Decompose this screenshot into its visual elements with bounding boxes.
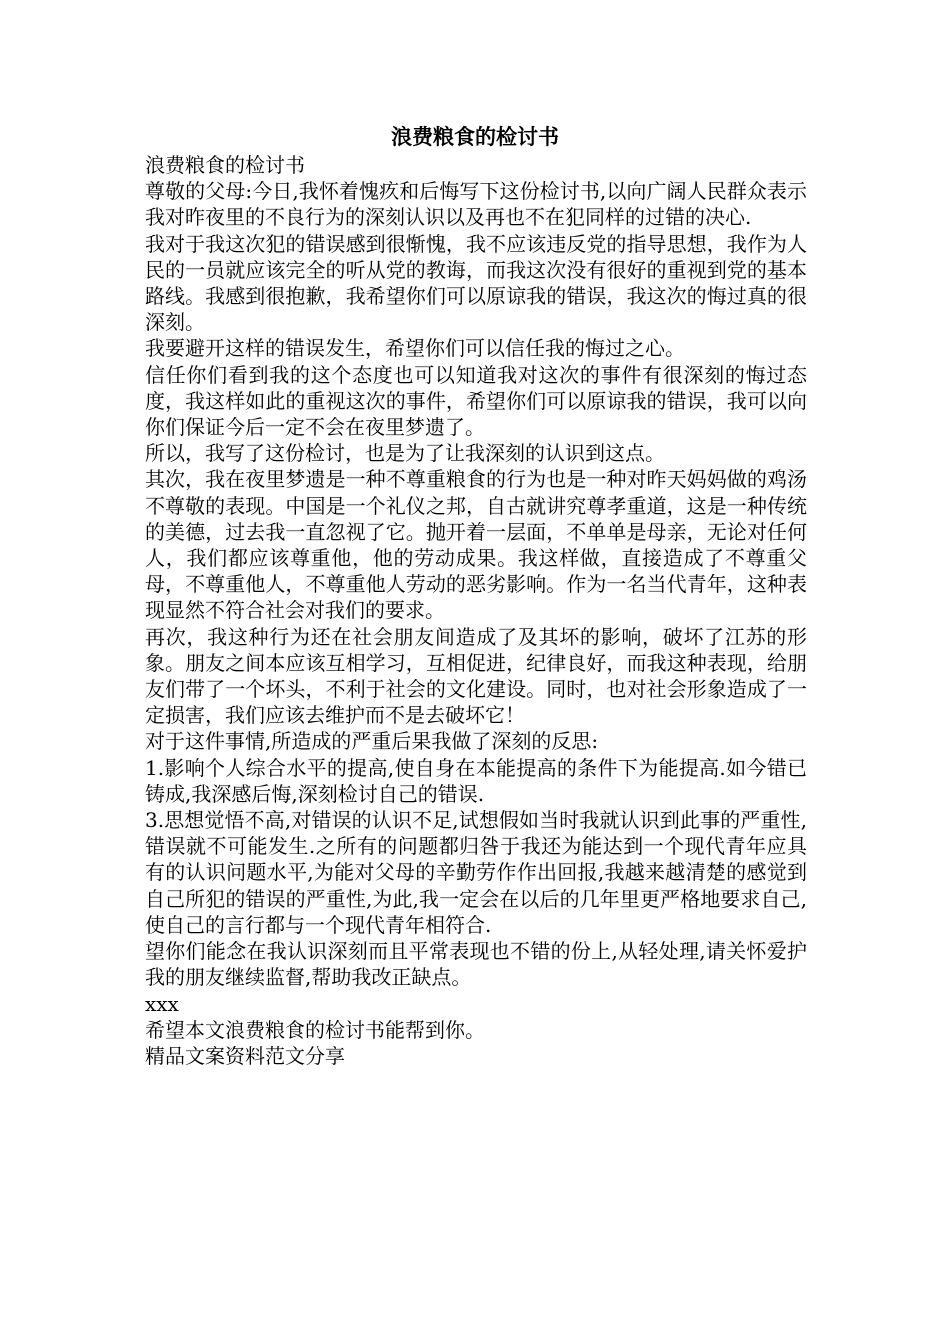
paragraph: 其次，我在夜里梦遗是一种不尊重粮食的行为也是一种对昨天妈妈做的鸡汤不尊敬的表现。中国是一个礼仪之邦，自古就讲究尊孝重道，这是一种传统的美德，过去我一直忽视了它。抛开着一层面，不单单是母亲，无论对任何人，我们都应该尊重他，他的劳动成果。我这样做，直接造成了不尊重父母，不尊重他人，不尊重他人劳动的恶劣影响。作为一名当代青年，这种表现显然不符合社会对我们的要求。 (145, 467, 807, 623)
paragraph: 我对于我这次犯的错误感到很惭愧，我不应该违反党的指导思想，我作为人民的一员就应该完全的听从党的教诲，而我这次没有很好的重视到党的基本路线。我感到很抱歉，我希望你们可以原谅我的错误，我这次的悔过真的很深刻。 (145, 231, 807, 335)
paragraph: 望你们能念在我认识深刻而且平常表现也不错的份上,从轻处理,请关怀爱护我的朋友继续监督,帮助我改正缺点。 (145, 939, 807, 990)
list-item: 1.影响个人综合水平的提高,使自身在本能提高的条件下为能提高.如今错已铸成,我深感后悔,深刻检讨自己的错误. (145, 755, 807, 806)
paragraph: 对于这件事情,所造成的严重后果我做了深刻的反思: (145, 729, 599, 754)
paragraph: 我要避开这样的错误发生，希望你们可以信任我的悔过之心。 (145, 336, 685, 361)
paragraph: 所以，我写了这份检讨，也是为了让我深刻的认识到这点。 (145, 441, 665, 466)
signature: xxx (145, 991, 179, 1016)
document-title: 浪费粮食的检讨书 (391, 125, 559, 149)
document-body (145, 152, 807, 1069)
paragraph: 再次，我这种行为还在社会朋友间造成了及其坏的影响，破坏了江苏的形象。朋友之间本应该互相学习，互相促进，纪律良好，而我这种表现，给朋友们带了一个坏头，不利于社会的文化建设。同时，也对社会形象造成了一定损害，我们应该去维护而不是去破坏它！ (145, 624, 807, 728)
paragraph-heading-repeat: 浪费粮食的检讨书 (145, 153, 305, 177)
closing-note: 希望本文浪费粮食的检讨书能帮到你。 (145, 1017, 485, 1042)
paragraph-salutation: 尊敬的父母:今日,我怀着愧疚和后悔写下这份检讨书,以向广阔人民群众表示我对昨夜里的不良行为的深刻认识以及再也不在犯同样的过错的决心. (145, 179, 807, 230)
footer-note: 精品文案资料范文分享 (145, 1043, 345, 1068)
list-item: 3.思想觉悟不高,对错误的认识不足,试想假如当时我就认识到此事的严重性,错误就不可能发生.之所有的问题都归咎于我还为能达到一个现代青年应具有的认识问题水平,为能对父母的辛勤劳作作出回报,我越来越清楚的感觉到自己所犯的错误的严重性,为此,我一定会在以后的几年里更严格地要求自己,使自己的言行都与一个现代青年相符合. (145, 808, 807, 937)
paragraph: 信任你们看到我的这个态度也可以知道我对这次的事件有很深刻的悔过态度，我这样如此的重视这次的事件，希望你们可以原谅我的错误，我可以向你们保证今后一定不会在夜里梦遗了。 (145, 362, 807, 440)
